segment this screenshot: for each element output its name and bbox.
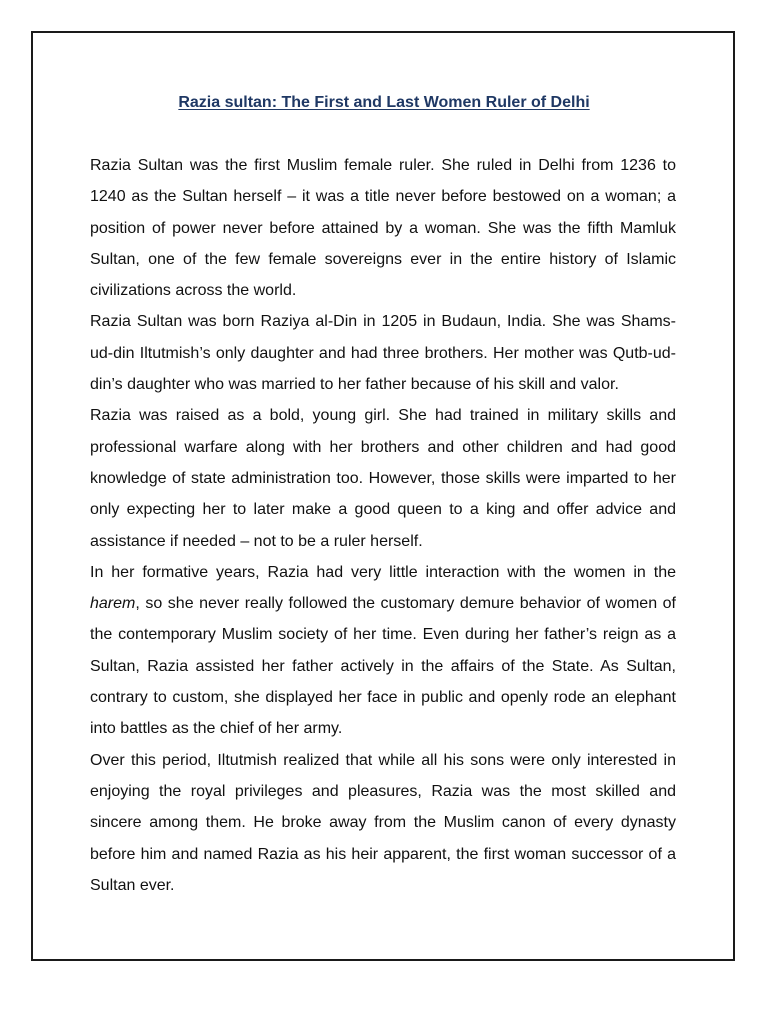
paragraph-5: Over this period, Iltutmish realized that while all his sons were only interested in enjoying the royal privileges and pleasures, Razia was the most skilled and sincere among them. He broke away from the Muslim canon of every dynasty before him and named Razia as his heir apparent, the first woman successor of a Sultan ever. <box>90 751 676 894</box>
paragraph-4-emphasis: harem <box>90 595 136 613</box>
paragraph-4-text-before: In her formative years, Razia had very little interaction with the women in the <box>90 563 676 581</box>
paragraph-4 <box>90 557 676 745</box>
document-title: Razia sultan: The First and Last Women Ruler of Delhi <box>178 94 590 111</box>
paragraph-1: Razia Sultan was the first Muslim female ruler. She ruled in Delhi from 1236 to 1240 as the Sultan herself – it was a title never before bestowed on a woman; a position of power never before attained by a woman. She was the fifth Mamluk Sultan, one of the few female sovereigns ever in the entire history of Islamic civilizations across the world. <box>90 157 676 300</box>
paragraph-4-text-after: , so she never really followed the customary demure behavior of women of the contemporary Muslim society of her time. Even during her father’s reign as a Sultan, Razia assisted her father actively in the affairs of the State. As Sultan, contrary to custom, she displayed her face in public and openly rode an elephant into battles as the chief of her army. <box>90 595 676 738</box>
document-body <box>90 150 676 901</box>
paragraph-2: Razia Sultan was born Raziya al-Din in 1205 in Budaun, India. She was Shams-ud-din Iltutmish’s only daughter and had three brothers. Her mother was Qutb-ud-din’s daughter who was married to her father because of his skill and valor. <box>90 313 676 394</box>
paragraph-3: Razia was raised as a bold, young girl. She had trained in military skills and professional warfare along with her brothers and other children and had good knowledge of state administration too. However, those skills were imparted to her only expecting her to later make a good queen to a king and offer advice and assistance if needed – not to be a ruler herself. <box>90 407 676 550</box>
